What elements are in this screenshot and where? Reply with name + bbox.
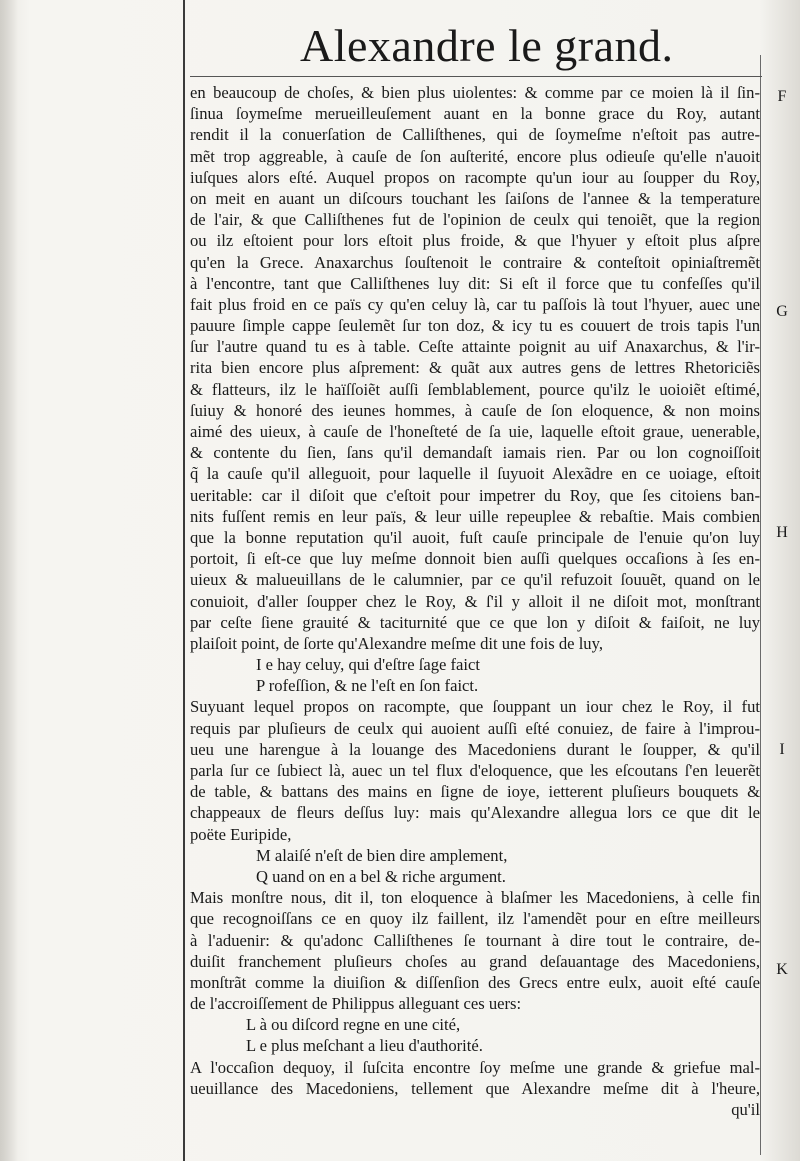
text-line: parla ſur ce ſubiect là, auec un tel flux d'eloquence, que les eſcoutans ſ'en leuerẽt bbox=[190, 761, 760, 780]
text-line: aimé des uieux, à cauſe de l'honeſteté de ſa uie, laquelle eſtoit graue, uenerable, bbox=[190, 422, 760, 441]
running-head: Alexandre le grand. bbox=[300, 20, 674, 71]
text-line: que la bonne reputation qu'il auoit, fuſt cauſe principale de l'enuie qu'on luy bbox=[190, 527, 760, 547]
text-line: portoit, ſi eſt-ce que luy meſme donnoit bien auſſi quelques occaſions à ſes en- bbox=[190, 549, 760, 569]
text-line: de l'air, & que Calliſthenes fut de l'opinion de ceulx qui tenoiẽt, que la region bbox=[190, 210, 760, 230]
text-line: rita bien encore plus aſprement: & quãt aux autres gens de lettres Rhetoriciẽs bbox=[190, 358, 760, 378]
text-line: ſinua ſoymeſme merueilleuſement auant en la bonne grace du Roy, autant bbox=[190, 104, 760, 124]
text-line: ſuiuy & honoré des ieunes hommes, à cauſe de ſon eloquence, & non moins bbox=[190, 400, 760, 420]
verse-line: Q uand on en a bel & riche argument. bbox=[256, 866, 506, 886]
text-line: duiſit franchement pluſieurs choſes au grand deſauantage des Macedoniens, bbox=[190, 951, 760, 971]
text-line: par ceſte ſiene grauité & taciturnité que ce que lon y diſoit & faiſoit, ne luy bbox=[190, 612, 760, 632]
body-text bbox=[190, 82, 760, 1120]
text-line: uieux & malueuillans de le calumnier, par ce qu'il refuzoit ſouuẽt, quand on le bbox=[190, 570, 760, 590]
text-line: mẽt trop aggreable, à cauſe de ſon auſterité, encore plus odieuſe qu'elle n'auoit bbox=[190, 146, 760, 166]
text-line: on meit en auant un diſcours touchant les ſaiſons de l'annee & la temperature bbox=[190, 188, 760, 208]
text-line: ueritable: car il diſoit que c'eſtoit pour impetrer du Roy, que ſes citoiens ban- bbox=[190, 485, 760, 505]
section-letter-h: H bbox=[776, 524, 788, 541]
text-line: & flatteurs, ilz le haïſſoiẽt auſſi ſemblablement, pource qu'ilz le uoioiẽt eſtimé, bbox=[190, 379, 760, 399]
text-line: fait plus froid en ce païs cy qu'en celuy là, car tu paſſois là tout l'hyuer, auec une bbox=[190, 294, 760, 314]
section-letter-f: F bbox=[777, 88, 787, 105]
text-line: en beaucoup de choſes, & bien plus uiolentes: & comme par ce moien là il ſin- bbox=[190, 83, 760, 102]
text-line: monſtrãt comme la diuiſion & diſſenſion des Grecs entre eulx, auoit eſté cauſe bbox=[190, 972, 760, 992]
text-line: q̃ la cauſe qu'il alleguoit, pour laquelle il ſuyuoit Alexãdre en ce uoiage, eſtoit bbox=[190, 464, 760, 484]
text-line: ueu une harengue à la louange des Macedoniens durant le ſoupper, & qu'il bbox=[190, 739, 760, 759]
left-margin-rule bbox=[183, 0, 185, 1161]
text-line: qu'en la Grece. Anaxarchus ſouſtenoit le contraire & conteſtoit opiniaſtremẽt bbox=[190, 252, 760, 272]
text-line: de table, & battans des mains en ſigne de ioye, ietterent pluſieurs bouquets & bbox=[190, 782, 760, 802]
text-line: chappeaux de fleurs deſſus luy: mais qu'Alexandre allegua lors ce que dit le bbox=[190, 803, 760, 823]
text-line: nits fuſſent remis en leur païs, & leur uille repeuplee & rebaſtie. Mais combien bbox=[190, 506, 760, 526]
text-line: poëte Euripide, bbox=[190, 824, 292, 844]
page-edge-shadow bbox=[0, 0, 18, 1161]
text-line: A l'occaſion dequoy, il ſuſcita encontre ſoy meſme une grande & griefue mal- bbox=[190, 1057, 760, 1077]
text-line: & contente du ſien, ſans qu'il demandaſt iamais rien. Par ou lon cognoiſſoit bbox=[190, 443, 760, 463]
catchword: qu'il bbox=[731, 1100, 760, 1119]
verse-line: P rofeſſion, & ne l'eſt en ſon faict. bbox=[256, 676, 479, 696]
text-line: requis par pluſieurs de ceulx qui auoient auſſi eſté conuiez, de faire à l'improu- bbox=[190, 718, 760, 738]
text-line: iuſques alors eſté. Auquel propos on racompte qu'un iour au ſoupper du Roy, bbox=[190, 167, 760, 187]
text-line: à l'encontre, tant que Calliſthenes luy dit: Si eſt il force que tu confeſſes qu'il bbox=[190, 273, 760, 293]
verse-line: L e plus meſchant a lieu d'authorité. bbox=[246, 1036, 483, 1056]
text-line: ueuillance des Macedoniens, tellement que Alexandre meſme dit à l'heure, bbox=[190, 1078, 760, 1098]
verse-line: M alaiſé n'eſt de bien dire amplement, bbox=[256, 845, 508, 865]
section-letter-g: G bbox=[776, 303, 788, 320]
text-line: Suyuant lequel propos on racompte, que ſouppant un iour chez le Roy, il fut bbox=[190, 697, 760, 717]
verse-line: L à ou diſcord regne en une cité, bbox=[246, 1015, 461, 1035]
text-line: ſur l'autre quand tu es à table. Ceſte attainte poignit au uif Anaxarchus, & l'ir- bbox=[190, 337, 760, 357]
text-line: pauure ſimple cappe ſeulemẽt ſur ton doz, & icy tu es couuert de trois tapis l'un bbox=[190, 316, 760, 336]
text-line: de l'accroiſſement de Philippus alleguant ces uers: bbox=[190, 994, 522, 1014]
text-line: conuioit, d'aller ſoupper chez le Roy, & ſ'il y alloit il ne diſoit mot, monſtrant bbox=[190, 591, 760, 611]
text-line: plaiſoit point, de ſorte qu'Alexandre meſme dit une fois de luy, bbox=[190, 633, 603, 653]
section-letter-k: K bbox=[776, 961, 788, 978]
section-letter-i: I bbox=[779, 741, 785, 758]
right-margin-rule bbox=[760, 55, 761, 1155]
text-line: ou ilz eſtoient pour lors eſtoit plus froide, & que l'hyuer y eſtoit plus aſpre bbox=[190, 231, 760, 251]
text-line: à l'aduenir: & qu'adonc Calliſthenes ſe tournant à dire tout le contraire, de- bbox=[190, 930, 760, 950]
text-line: Mais monſtre nous, dit il, ton eloquence à blaſmer les Macedoniens, à celle fin bbox=[190, 888, 760, 908]
verse-line: I e hay celuy, qui d'eſtre ſage faict bbox=[256, 655, 480, 675]
text-line: rendit il la conuerſation de Calliſthenes, qui de ſoymeſme n'eſtoit pas autre- bbox=[190, 125, 760, 145]
header-rule bbox=[190, 76, 762, 77]
text-line: que recognoiſſans ce en quoy ilz faillent, ilz l'amendẽt pour en eſtre meilleurs bbox=[190, 909, 760, 929]
